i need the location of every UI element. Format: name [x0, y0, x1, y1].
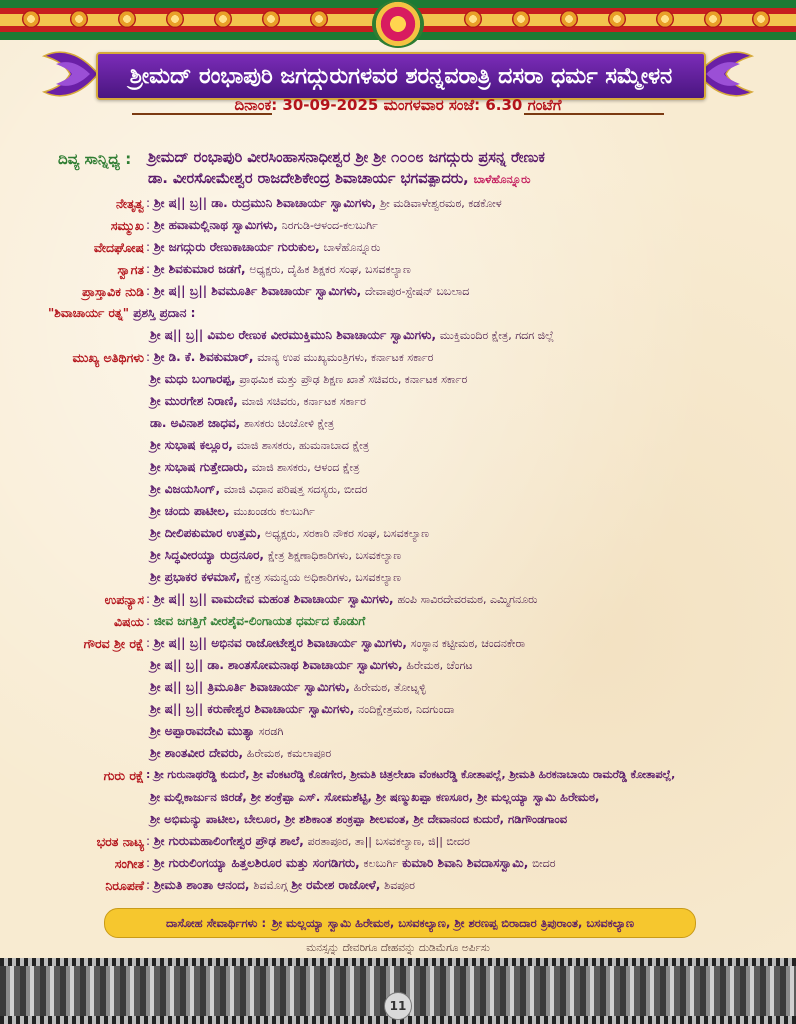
- page-title: ಶ್ರೀಮದ್ ರಂಭಾಪುರಿ ಜಗದ್ಗುರುಗಳವರ ಶರನ್ನವರಾತ್ರಿ ದಸರಾ ಧರ್ಮ ಸಮ್ಮೇಳನ: [96, 52, 706, 100]
- role-value: : ಶ್ರೀ ಷ|| ಬ್ರ|| ಡಾ. ರುದ್ರಮುನಿ ಶಿವಾಚಾರ್ಯ ಸ್ವಾಮಿಗಳು, ಶ್ರೀ ಮಡಿವಾಳೇಶ್ವರಮಠ, ಕಡಕೋಳ: [146, 196, 502, 210]
- role-value: : ಶ್ರೀ ಹವಾಮಲ್ಲಿನಾಥ ಸ್ವಾಮಿಗಳು, ನಿರಗುಡಿ-ಆಳಂದ-ಕಲಬುರ್ಗಿ: [146, 218, 378, 232]
- guru-line: : ಶ್ರೀ ಗುರುನಾಥರೆಡ್ಡಿ ಕುದುರೆ, ಶ್ರೀ ವೆಂಕಟರೆಡ್ಡಿ ಕೊಡಗೇರ, ಶ್ರೀಮತಿ ಚಿತ್ರಲೇಖಾ ವೆಂಕಟರೆಡ್ಡಿ ಕೋತಾಪಲ್ಲೆ, ಶ್ರೀಮತಿ ಹಿರಕನಾಬಾಯಿ ರಾಮರೆಡ್ಡಿ ಕೋತಾಪಲ್ಲೆ,: [146, 768, 676, 781]
- chief-guest-row: [0, 482, 796, 504]
- gourava-value: ಶ್ರೀ ಅಪ್ಪಾರಾವದೇವಿ ಮುತ್ಯಾ ಸರಡಗಿ: [150, 724, 284, 738]
- flower-ornament-icon: [70, 10, 88, 28]
- chief-guest-row: [0, 570, 796, 592]
- nirupane-row: [0, 878, 796, 900]
- flower-ornament-icon: [166, 10, 184, 28]
- sangeeta-row: [0, 856, 796, 878]
- guru-label: ಗುರು ರಕ್ಷೆ: [103, 768, 144, 783]
- chief-guest: ಶ್ರೀ ಪ್ರಭಾಕರ ಕಳಮಾಸೆ, ಕ್ಷೇತ್ರ ಸಮನ್ವಯ ಅಧಿಕಾರಿಗಳು, ಬಸವಕಲ್ಯಾಣ: [150, 570, 401, 584]
- dasoha-text: ಶ್ರೀ ಮಲ್ಲಯ್ಯಾ ಸ್ವಾಮಿ ಹಿರೇಮಠ, ಬಸವಕಲ್ಯಾಣ, ಶ್ರೀ ಶರಣಪ್ಪ ಬಿರಾದಾರ ತ್ರಿಪುರಾಂತ, ಬಸವಕಲ್ಯಾಣ: [272, 915, 635, 930]
- vishaya-value: : ಜೀವ ಜಗತ್ತಿಗೆ ವೀರಶೈವ-ಲಿಂಗಾಯತ ಧರ್ಮದ ಕೊಡುಗೆ: [146, 614, 366, 628]
- role-row: [0, 262, 796, 284]
- chief-guest: ಶ್ರೀ ಸುಭಾಷ ಕಲ್ಲೂರ, ಮಾಜಿ ಶಾಸಕರು, ಹುಮನಾಬಾದ ಕ್ಷೇತ್ರ: [150, 438, 370, 452]
- nirupane-value: : ಶ್ರೀಮತಿ ಶಾಂತಾ ಆನಂದ, ಶಿವಮೊಗ್ಗ ಶ್ರೀ ರಮೇಶ ರಾಜೋಳೆ, ಶಿವಪೂರ: [146, 878, 415, 892]
- gourava-value: ಶ್ರೀ ಷ|| ಬ್ರ|| ಡಾ. ಶಾಂತಸೋಮನಾಥ ಶಿವಾಚಾರ್ಯ ಸ್ವಾಮಿಗಳು, ಹಿರೇಮಠ, ಚೆಂಗಟ: [150, 658, 473, 672]
- award-recipient: ಶ್ರೀ ಷ|| ಬ್ರ|| ವಿಮಲ ರೇಣುಕ ವೀರಮುಕ್ತಿಮುನಿ ಶಿವಾಚಾರ್ಯ ಸ್ವಾಮಿಗಳು, ಮುಕ್ತಿಮಂದಿರ ಕ್ಷೇತ್ರ, ಗದಗ ಜಿಲ್ಲೆ: [150, 328, 554, 342]
- role-label: ನೇತೃತ್ವ: [115, 196, 144, 211]
- chief-guest-row: [0, 416, 796, 438]
- chief-guest: ಶ್ರೀ ದೀಲಿಪಕುಮಾರ ಉತ್ತಮ, ಅಧ್ಯಕ್ಷರು, ಸರಕಾರಿ ನೌಕರ ಸಂಘ, ಬಸವಕಲ್ಯಾಣ: [150, 526, 429, 540]
- chief-guest-row: [0, 504, 796, 526]
- flower-ornament-icon: [512, 10, 530, 28]
- divya-label: ದಿವ್ಯ ಸಾನ್ನಿಧ್ಯ :: [58, 150, 132, 168]
- dasoha-banner: [104, 908, 696, 938]
- chief-guest-row: [0, 394, 796, 416]
- vishaya-label: ವಿಷಯ: [114, 614, 144, 629]
- upanyasa-value: : ಶ್ರೀ ಷ|| ಬ್ರ|| ವಾಮದೇವ ಮಹಂತ ಶಿವಾಚಾರ್ಯ ಸ್ವಾಮಿಗಳು, ಹಂಪಿ ಸಾವಿರದೇವರಮಠ, ಎಮ್ಮಿಗನೂರು: [146, 592, 538, 606]
- award-recipient-row: [0, 328, 796, 350]
- award-heading: "ಶಿವಾಚಾರ್ಯ ರತ್ನ" ಪ್ರಶಸ್ತಿ ಪ್ರದಾನ :: [48, 306, 196, 320]
- divya-line-2: ಡಾ. ವೀರಸೋಮೇಶ್ವರ ರಾಜದೇಶಿಕೇಂದ್ರ ಶಿವಾಚಾರ್ಯ ಭಗವತ್ಪಾದರು, ಬಾಳೆಹೊನ್ನೂರು: [148, 171, 531, 187]
- guru-row: [0, 790, 796, 812]
- chief-guest: ಶ್ರೀ ಮುರಗೇಶ ನಿರಾಣಿ, ಮಾಜಿ ಸಚಿವರು, ಕರ್ನಾಟಕ ಸರ್ಕಾರ: [150, 394, 366, 408]
- sangeeta-label: ಸಂಗೀತ: [114, 856, 144, 871]
- upanyasa-label: ಉಪನ್ಯಾಸ: [104, 592, 144, 607]
- role-label: ಸಮ್ಮುಖ: [110, 218, 144, 233]
- border-band: [0, 958, 796, 966]
- role-row: [0, 284, 796, 306]
- flower-ornament-icon: [214, 10, 232, 28]
- role-label: ವೇದಘೋಷ: [93, 240, 144, 255]
- chief-guest-row: [0, 548, 796, 570]
- guru-row: [0, 812, 796, 834]
- chief-guest: ಶ್ರೀ ಚಂದು ಪಾಟೀಲ, ಮುಖಂಡರು ಕಲಬುರ್ಗಿ: [150, 504, 315, 518]
- role-row: [0, 218, 796, 240]
- gourava-label: ಗೌರವ ಶ್ರೀ ರಕ್ಷೆ: [83, 636, 144, 651]
- dasoha-label: ದಾಸೋಹ ಸೇವಾರ್ಥಿಗಳು :: [165, 915, 267, 930]
- sangeeta-value: : ಶ್ರೀ ಗುರುಲಿಂಗಯ್ಯಾ ಹಿತ್ತಲಶಿರೂರ ಮತ್ತು ಸಂಗಡಿಗರು, ಕಲಬುರ್ಗಿ ಕುಮಾರಿ ಶಿವಾನಿ ಶಿವದಾಸಸ್ವಾಮಿ, ಬೀದರ: [146, 856, 556, 870]
- flower-ornament-icon: [704, 10, 722, 28]
- nirupane-label: ನಿರೂಪಣೆ: [105, 878, 144, 893]
- bharata-label: ಭರತ ನಾಟ್ಯ: [96, 834, 144, 849]
- flower-ornament-icon: [262, 10, 280, 28]
- page-number: 11: [384, 992, 412, 1020]
- role-label: ಸ್ವಾಗತ: [117, 262, 144, 277]
- chief-guest-row: [0, 438, 796, 460]
- chief-guest: ಶ್ರೀ ಸುಭಾಷ ಗುತ್ತೇದಾರು, ಮಾಜಿ ಶಾಸಕರು, ಆಳಂದ ಕ್ಷೇತ್ರ: [150, 460, 360, 474]
- role-row: [0, 240, 796, 262]
- flower-ornament-icon: [310, 10, 328, 28]
- gourava-value: ಶ್ರೀ ಷ|| ಬ್ರ|| ಕರುಣೇಶ್ವರ ಶಿವಾಚಾರ್ಯ ಸ್ವಾಮಿಗಳು, ನಂದಿಕ್ಷೇತ್ರಮಠ, ನಿದಗುಂದಾ: [150, 702, 455, 716]
- gourava-value: ಶ್ರೀ ಶಾಂತವೀರ ದೇವರು, ಹಿರೇಮಠ, ಕಮಲಾಪೂರ: [150, 746, 332, 760]
- divya-line-1: ಶ್ರೀಮದ್ ರಂಭಾಪುರಿ ವೀರಸಿಂಹಾಸನಾಧೀಶ್ವರ ಶ್ರೀ ಶ್ರೀ ೧೦೦೮ ಜಗದ್ಗುರು ಪ್ರಸನ್ನ ರೇಣುಕ: [148, 150, 545, 166]
- gourava-value: : ಶ್ರೀ ಷ|| ಬ್ರ|| ಅಭಿನವ ರಾಜೋಟೇಶ್ವರ ಶಿವಾಚಾರ್ಯ ಸ್ವಾಮಿಗಳು, ಸಂಸ್ಥಾನ ಕಟ್ಟೀಮಠ, ಚಂದನಕೇರಾ: [146, 636, 526, 650]
- chief-guest-row: [0, 526, 796, 548]
- gourava-row: [0, 636, 796, 658]
- lotus-medallion-icon: [372, 0, 424, 48]
- flower-ornament-icon: [118, 10, 136, 28]
- role-value: : ಶ್ರೀ ಷ|| ಬ್ರ|| ಶಿವಮೂರ್ತಿ ಶಿವಾಚಾರ್ಯ ಸ್ವಾಮಿಗಳು, ದೇವಾಪುರ-ಸ್ಟೇಷನ್ ಬಬಲಾದ: [146, 284, 470, 298]
- guru-row: [0, 768, 796, 790]
- chief-guest-row: [0, 372, 796, 394]
- chief-guest: ಡಾ. ಅವಿನಾಶ ಜಾಧವ, ಶಾಸಕರು ಚಿಂಚೋಳಿ ಕ್ಷೇತ್ರ: [150, 416, 335, 430]
- motto: ಮನಸ್ಸನ್ನು ದೇವರಿಗೂ ದೇಹವನ್ನು ದುಡಿಮೆಗೂ ಅರ್ಪಿಸು: [306, 942, 490, 954]
- flower-ornament-icon: [464, 10, 482, 28]
- vishaya-row: [0, 614, 796, 636]
- gourava-row: [0, 658, 796, 680]
- divya-sannidhya-row-2: [0, 171, 796, 195]
- flower-ornament-icon: [656, 10, 674, 28]
- gourava-row: [0, 702, 796, 724]
- gourava-row: [0, 724, 796, 746]
- award-heading-row: [0, 306, 796, 328]
- guru-line: ಶ್ರೀ ಅಭಿಮನ್ಯು ಪಾಟೀಲ, ಬೇಲೂರ, ಶ್ರೀ ಶಶಿಕಾಂತ ಶಂಕ್ರಪ್ಪಾ ಶೀಲವಂತ, ಶ್ರೀ ದೇವಾನಂದ ಕುದುರೆ, ಗಡಿಗೌಂಡಗಾಂವ: [150, 812, 568, 826]
- flower-ornament-icon: [560, 10, 578, 28]
- chief-guest: : ಶ್ರೀ ಡಿ. ಕೆ. ಶಿವಕುಮಾರ್, ಮಾನ್ಯ ಉಪ ಮುಖ್ಯಮಂತ್ರಿಗಳು, ಕರ್ನಾಟಕ ಸರ್ಕಾರ: [146, 350, 434, 364]
- upanyasa-row: [0, 592, 796, 614]
- chief-guest: ಶ್ರೀ ಸಿದ್ಧವೀರಯ್ಯಾ ರುದ್ರನೂರ, ಕ್ಷೇತ್ರ ಶಿಕ್ಷಣಾಧಿಕಾರಿಗಳು, ಬಸವಕಲ್ಯಾಣ: [150, 548, 402, 562]
- gourava-row: [0, 680, 796, 702]
- chief-guest: ಶ್ರೀ ವಿಜಯಸಿಂಗ್, ಮಾಜಿ ವಿಧಾನ ಪರಿಷತ್ತ ಸದಸ್ಯರು, ಬೀದರ: [150, 482, 368, 496]
- bharata-row: [0, 834, 796, 856]
- flower-ornament-icon: [22, 10, 40, 28]
- role-value: : ಶ್ರೀ ಜಗದ್ಗುರು ರೇಣುಕಾಚಾರ್ಯ ಗುರುಕುಲ, ಬಾಳೆಹೊನ್ನೂರು: [146, 240, 381, 254]
- chief-guest: ಶ್ರೀ ಮಧು ಬಂಗಾರಪ್ಪ, ಪ್ರಾಥಮಿಕ ಮತ್ತು ಪ್ರೌಢ ಶಿಕ್ಷಣ ಖಾತೆ ಸಚಿವರು, ಕರ್ನಾಟಕ ಸರ್ಕಾರ: [150, 372, 468, 386]
- chief-guests-label: ಮುಖ್ಯ ಅತಿಥಿಗಳು: [72, 350, 144, 365]
- role-row: [0, 196, 796, 218]
- flower-ornament-icon: [608, 10, 626, 28]
- role-value: : ಶ್ರೀ ಶಿವಕುಮಾರ ಜಡಗೆ, ಅಧ್ಯಕ್ಷರು, ದೈಹಿಕ ಶಿಕ್ಷಕರ ಸಂಘ, ಬಸವಕಲ್ಯಾಣ: [146, 262, 411, 276]
- event-date: ದಿನಾಂಕ: 30-09-2025 ಮಂಗಳವಾರ ಸಂಜೆ: 6.30 ಗಂಟೆಗೆ: [234, 96, 562, 114]
- bharata-value: : ಶ್ರೀ ಗುರುಮಹಾಲಿಂಗೇಶ್ವರ ಪ್ರೌಢ ಶಾಲೆ, ಪರತಾಪೂರ, ತಾ|| ಬಸವಕಲ್ಯಾಣ, ಜಿ|| ಬೀದರ: [146, 834, 470, 848]
- flower-ornament-icon: [752, 10, 770, 28]
- guru-line: ಶ್ರೀ ಮಲ್ಲಿಕಾರ್ಜುನ ಜಿರಡೆ, ಶ್ರೀ ಶಂಕ್ರೆಪ್ಪಾ ಎಸ್. ಸೋಮಶೆಟ್ಟಿ, ಶ್ರೀ ಷಣ್ಮುಖಪ್ಪಾ ಕಣಸೂರ, ಶ್ರೀ ಮಲ್ಲಯ್ಯಾ ಸ್ವಾಮಿ ಹಿರೇಮಠ,: [150, 790, 600, 804]
- chief-guest-row: [0, 460, 796, 482]
- gourava-value: ಶ್ರೀ ಷ|| ಬ್ರ|| ತ್ರಿಮೂರ್ತಿ ಶಿವಾಚಾರ್ಯ ಸ್ವಾಮಿಗಳು, ಹಿರೇಮಠ, ತೋಟ್ನಳ್ಳಿ: [150, 680, 426, 694]
- gourava-row: [0, 746, 796, 768]
- role-label: ಪ್ರಾಸ್ತಾವಿಕ ನುಡಿ: [82, 284, 144, 299]
- chief-guest-row: [0, 350, 796, 372]
